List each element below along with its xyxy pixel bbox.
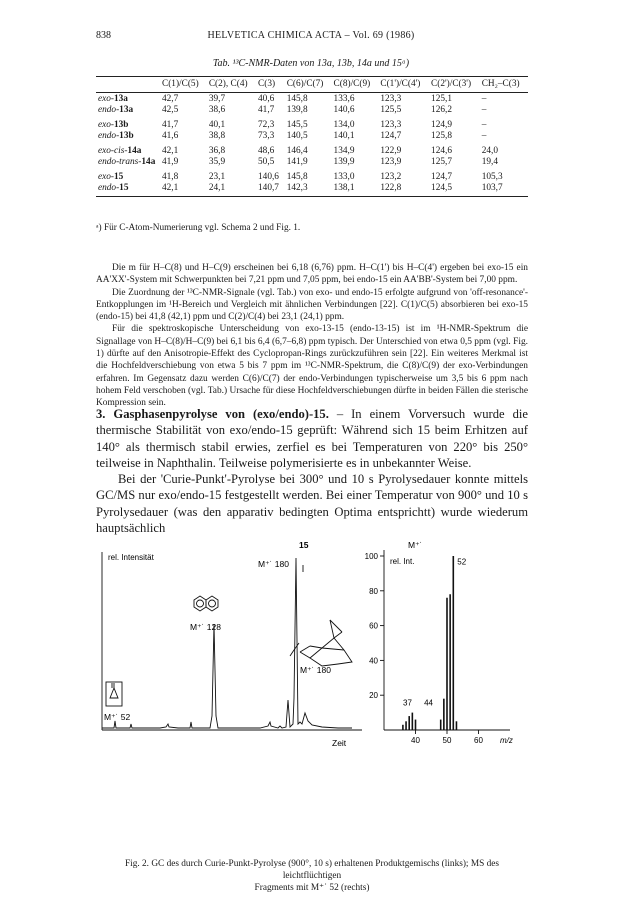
table-cell: 139,8: [286, 105, 308, 116]
table-cell: 124,6: [431, 145, 452, 156]
figure-caption: [96, 858, 528, 894]
gc-label-m52: M⁺˙ 52: [104, 712, 131, 722]
table-cell: 24,0: [481, 145, 498, 156]
ms-x-tick-label: 40: [411, 736, 420, 745]
table-cell: 23,1: [208, 171, 226, 182]
column-header: CH₂–C(3): [480, 77, 528, 93]
table-cell: 40,6: [258, 93, 275, 104]
table-row: [96, 157, 528, 169]
table-cell: 125,5: [380, 105, 402, 116]
column-header: C(2), C(4): [207, 77, 256, 93]
row-label: exo-15: [98, 171, 124, 182]
table-cell: –: [481, 119, 487, 130]
paragraph: Die m für H–C(8) und H–C(9) erscheinen bei 6,18 (6,76) ppm. H–C(1') bis H–C(4') ergeben bei exo-15 ein AA'XX'-System mit Schwerpunkten bei 7,21 ppm und 7,05 ppm, bei endo-15 ein AA'BB'-System bei 7,00 ppm.: [96, 263, 528, 286]
table-cell: 141,9: [286, 157, 308, 168]
ms-y-tick-label: 60: [369, 621, 378, 631]
journal-title: HELVETICA CHIMICA ACTA – Vol. 69 (1986): [207, 30, 415, 41]
table-cell: 133,0: [333, 171, 355, 182]
table-cell: –: [481, 131, 487, 142]
table-cell: 40,1: [208, 119, 226, 130]
table-cell: 42,5: [162, 105, 179, 116]
table-cell: 50,5: [258, 157, 275, 168]
ms-peak-label-44: 44: [424, 698, 434, 708]
table-cell: 123,3: [380, 119, 402, 130]
gc-label-m180-mid: M⁺˙ 180: [300, 665, 331, 675]
ms-y-tick-label: 80: [369, 586, 378, 596]
ms-x-tick-label: 60: [474, 736, 483, 745]
table-cell: –: [481, 93, 487, 104]
table-cell: 125,7: [431, 157, 452, 168]
table-row: [96, 142, 528, 157]
bicyclic-structure: [300, 620, 352, 666]
table-cell: 145,5: [286, 119, 308, 130]
table-cell: 124,9: [431, 119, 452, 130]
table-cell: 140,1: [333, 131, 355, 142]
table-cell: 140,6: [258, 171, 279, 182]
table-cell: 38,8: [208, 131, 226, 142]
table-row: [96, 183, 528, 197]
column-header: C(8)/C(9): [332, 77, 379, 93]
table-cell: 35,9: [208, 157, 226, 168]
table-cell: 72,3: [258, 119, 275, 130]
gc-x-label: Zeit: [332, 738, 347, 748]
table-cell: 123,9: [380, 157, 402, 168]
column-header: C(2')/C(3'): [429, 77, 480, 93]
table-footnote: ᵃ) Für C-Atom-Numerierung vgl. Schema 2 und Fig. 1.: [96, 223, 301, 233]
column-header: C(6)/C(7): [285, 77, 332, 93]
ms-y-tick-label: 40: [369, 656, 378, 666]
table-cell: 145,8: [286, 93, 308, 104]
column-header: C(1)/C(5): [160, 77, 207, 93]
table-cell: 124,7: [380, 131, 402, 142]
table-cell: 134,9: [333, 145, 355, 156]
row-label: exo-13a: [98, 93, 128, 104]
table-row: [96, 116, 528, 131]
table-cell: 142,3: [285, 183, 332, 197]
column-header: [96, 77, 160, 93]
table-cell: 103,7: [480, 183, 528, 197]
table-cell: 140,6: [333, 105, 355, 116]
table-cell: 138,1: [332, 183, 379, 197]
table-cell: 124,5: [429, 183, 480, 197]
section-paragraph: [96, 406, 528, 471]
table-cell: 39,7: [208, 93, 226, 104]
ms-peak-label-52: 52: [457, 557, 467, 567]
gc-label-m180-top: M⁺˙ 180: [258, 559, 289, 569]
table-row: [96, 131, 528, 143]
paragraph: Die Zuordnung der ¹³C-NMR-Signale (vgl. Tab.) von exo- und endo-15 erfolgte aufgrund von 'off-resonance'-Entkopplungen im ¹H-Bereich und Vergleich mit ähnlichen Verbindungen [22]. C(1)/C(5) absorbieren bei exo-15 (endo-15) bei 41,8 (42,1) ppm und C(2)/C(4) bei 23,1 (24,1) ppm.: [96, 287, 528, 323]
ms-peak-label-37: 37: [403, 698, 412, 708]
table-row: [96, 93, 528, 105]
table-cell: 41,6: [162, 131, 179, 142]
table-cell: 41,9: [162, 157, 179, 168]
ms-spectrum: [365, 550, 513, 745]
table-cell: 123,3: [380, 93, 402, 104]
naphthalene-structure: [194, 596, 218, 611]
figure-caption-line-2: Fragments mit M⁺˙ 52 (rechts): [254, 883, 370, 893]
table-cell: 140,7: [256, 183, 285, 197]
table-cell: 36,8: [208, 145, 226, 156]
table-header-row: [96, 77, 528, 93]
table-cell: 41,7: [162, 119, 179, 130]
ms-x-label: m/z: [500, 736, 513, 745]
body-text: [96, 262, 528, 410]
column-header: C(1')/C(4'): [378, 77, 429, 93]
table-cell: 134,0: [333, 119, 355, 130]
table-cell: 19,4: [481, 157, 498, 168]
table-row: [96, 105, 528, 117]
ms-label-m-plus: M⁺˙: [408, 540, 423, 550]
gc-chromatogram: [102, 552, 362, 730]
table-cell: 140,5: [286, 131, 308, 142]
row-label: endo-13b: [98, 131, 134, 142]
gc-label-m128: M⁺˙ 128: [190, 622, 221, 632]
table-cell: 133,6: [333, 93, 355, 104]
table-cell: 42,1: [160, 183, 207, 197]
table-cell: 122,8: [378, 183, 429, 197]
section-text-1: – In einem Vorversuch wurde die thermische Stabilität von exo/endo-15 geprüft: Während sich 15 beim Erhitzen auf 140° als thermisch stabil erwies, zerfiel es bei Temperaturen von 220° bis 250° teilweise in Naphthalin. Teilweise polymerisierte es in unbekannter Weise.: [96, 407, 528, 470]
table-cell: 38,6: [208, 105, 226, 116]
gc-y-label: rel. Intensität: [108, 553, 154, 562]
table-cell: 42,7: [162, 93, 179, 104]
table-cell: 122,9: [380, 145, 402, 156]
ms-y-tick-label: 20: [369, 691, 378, 701]
ms-y-tick-label: 100: [364, 552, 378, 561]
table-cell: 125,1: [431, 93, 452, 104]
gc-trace: [102, 558, 352, 728]
figure-caption-line-1: Fig. 2. GC des durch Curie-Punkt-Pyrolyse (900°, 10 s) erhaltenen Produktgemischs (links); MS des leichtflüchtigen: [124, 859, 499, 881]
table-cell: 73,3: [258, 131, 275, 142]
table-cell: 41,7: [258, 105, 275, 116]
section-paragraph: Bei der 'Curie-Punkt'-Pyrolyse bei 300° und 10 s Pyrolysedauer konnte mittels GC/MS nur exo/endo-15 festgestellt werden. Bei einer Temperatur von 900° und 10 s Pyrolysedauer (was den apparativ bedingten Optima entsprichtt) wurde wiederum hauptsächlich: [96, 472, 528, 536]
column-header: C(3): [256, 77, 285, 93]
figure-2: [90, 538, 526, 854]
table-cell: 125,8: [431, 131, 452, 142]
table-cell: 124,7: [431, 171, 452, 182]
row-label: endo-13a: [98, 105, 134, 116]
table-cell: 123,2: [380, 171, 402, 182]
row-label: exo-cis-14a: [98, 145, 142, 156]
row-label: endo-15: [96, 183, 160, 197]
table-cell: 48,6: [258, 145, 275, 156]
paragraph: Für die spektroskopische Unterscheidung von exo-13-15 (endo-13-15) ist im ¹H-NMR-Spektrum die Signallage von H–C(8)/H–C(9) bei 6,1 bis 6,4 (6,7–6,8) ppm typisch. Der Unterschied von etwa 0,5 ppm (vgl. Fig. 1) dürfte auf den Anisotropie-Effekt des Cyclopropan-Rings zurückzuführen sein [22]. Ein weiteres Merkmal ist die Hochfeldverschiebung von etwa 5 bis 7 ppm im ¹³C-NMR-Spektrum, die C(8)/C(9) der exo-Verbindungen erfahren. Im Gegensatz dazu werden C(6)/C(7) der endo-Verbindungen typischerweise um 3,5 bis 6 ppm nach hohem Feld verschoben (vgl. Tab.) Ursache für diese Hochfeldverschiebungen dürfte in beiden Fällen die sterische Kompression sein.: [96, 324, 528, 409]
table-cell: –: [481, 105, 487, 116]
table-cell: 126,2: [431, 105, 452, 116]
table-cell: 139,9: [333, 157, 355, 168]
table-row: [96, 168, 528, 183]
table-cell: 41,8: [162, 171, 179, 182]
table-cell: 105,3: [481, 171, 503, 182]
gc-peak-label-15: 15: [299, 540, 309, 550]
page-number: 838: [96, 30, 111, 41]
section-heading: 3. Gasphasenpyrolyse von (exo/endo)-15.: [96, 407, 329, 421]
methylenecyclopropane-structure: [106, 682, 122, 706]
nmr-table: [96, 76, 528, 197]
ms-x-tick-label: 50: [442, 736, 452, 745]
table-cell: 24,1: [207, 183, 256, 197]
section-text: [96, 406, 528, 536]
row-label: endo-trans-14a: [98, 157, 156, 168]
ms-y-label: rel. Int.: [390, 557, 415, 566]
row-label: exo-13b: [98, 119, 129, 130]
table-cell: 146,4: [286, 145, 308, 156]
table-caption: Tab. ¹³C-NMR-Daten von 13a, 13b, 14a und 15ᵃ): [212, 58, 410, 69]
table-cell: 42,1: [162, 145, 179, 156]
table-cell: 145,8: [286, 171, 308, 182]
